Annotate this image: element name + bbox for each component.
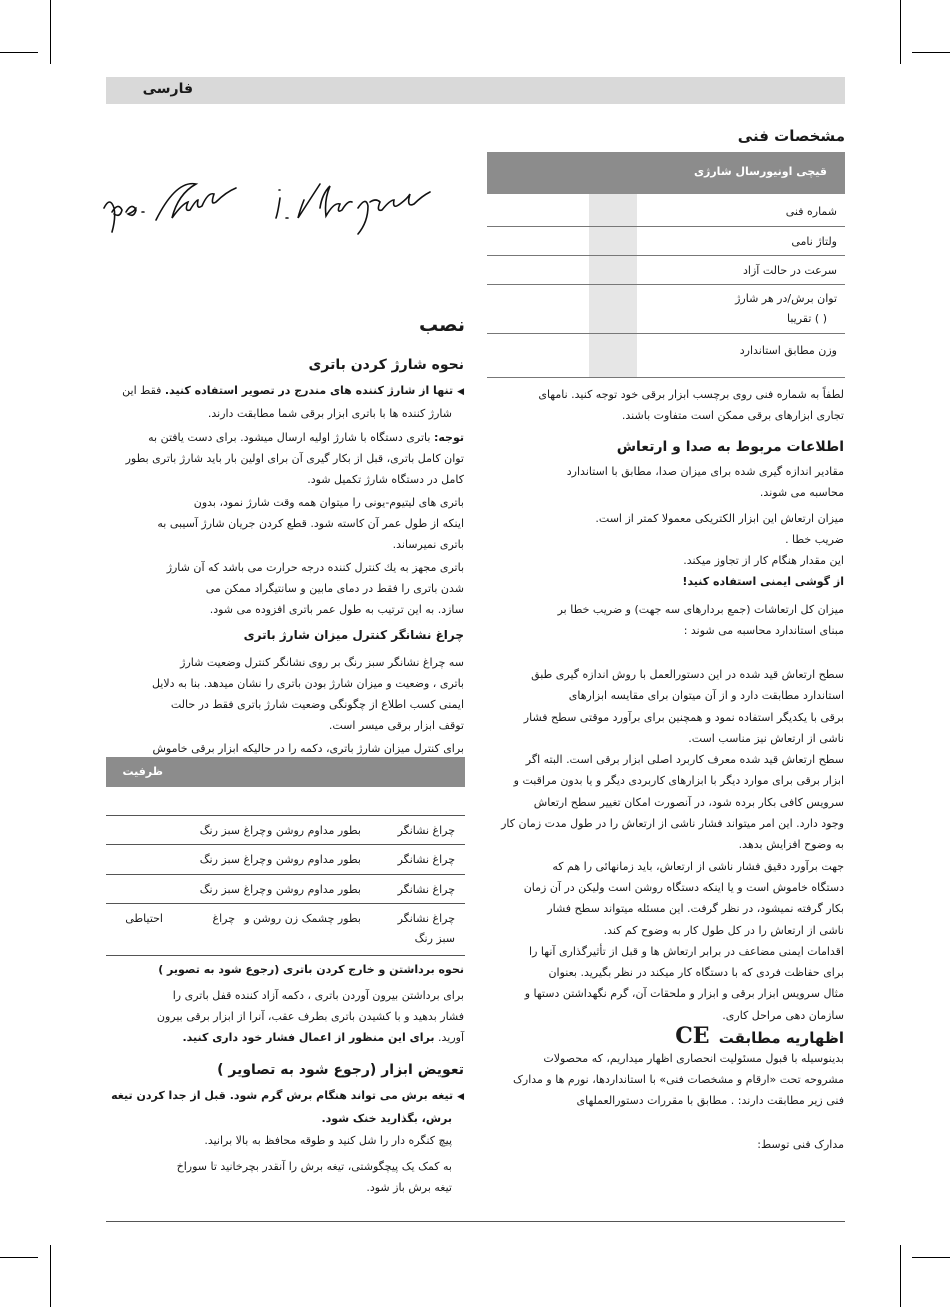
specs-table-header: قیچی اونیورسال شارژی <box>487 152 845 194</box>
blade-step-1: پیچ کنگره دار را شل کنید و طوقه محافظ به بالا برانید. <box>204 1134 452 1147</box>
crop-mark <box>900 1245 901 1307</box>
specs-title: مشخصات فنی <box>737 127 845 145</box>
removal-title: نحوه برداشتن و خارج کردن باتری (رجوع شود به تصویر ) <box>158 963 464 976</box>
crop-mark <box>50 0 51 64</box>
blade-warning: ◀تیغه برش می تواند هنگام برش گرم شود. قبل از جدا کردن تیغه برش، بگذارید خنک شود. <box>111 1089 464 1125</box>
table-rule <box>487 377 845 378</box>
vibration-paragraph: میزان ارتعاش این ابزار الکتریکی معمولا کمتر از است. ضریب خطا . <box>595 512 844 546</box>
noise-exceed: این مقدار هنگام کار از تجاوز میکند. <box>683 554 844 567</box>
noise-title: اطلاعات مربوط به صدا و ارتعاش <box>616 439 844 455</box>
crop-mark <box>900 0 901 64</box>
table-rule <box>106 955 465 956</box>
crop-mark <box>50 1245 51 1307</box>
removal-paragraph: برای برداشتن بیرون آوردن باتری ، دکمه آزاد کننده قفل باتری را فشار بدهید و با کشیدن باتری بطرف عقب، آنرا از ابزار برقی بیرون آورید. برای این منظور از اعمال فشار خود داری کنید. <box>156 989 464 1044</box>
table-row: وزن مطابق استاندارد <box>739 344 837 357</box>
blade-title: تعویض ابزار (رجوع شود به تصاویر ) <box>217 1062 464 1078</box>
crop-mark <box>912 1257 950 1258</box>
table-row: سرعت در حالت آزاد <box>743 264 837 277</box>
noise-paragraph: مقادیر اندازه گیری شده برای میزان صدا، مطابق با استاندارد محاسبه می شوند. <box>566 465 844 499</box>
blade-step-2: به کمک یک پیچگوشتی، تیغه برش را آنقدر بچرخانید تا سوراخ تیغه برش باز شود. <box>176 1160 452 1194</box>
footer-rule <box>106 1221 845 1222</box>
table-row-sub: ( ) تقریبا <box>786 312 827 325</box>
conformity-text: بدینوسیله با قبول مسئولیت انحصاری اظهار میداریم، که محصولات مشروحه تحت «ارقام و مشخصات فنی» با استانداردها، نورم ها و مدارک فنی زیر مطابقت دارند: . مطابق با مقررات دستورالعملهای <box>513 1052 844 1107</box>
ce-mark-icon: CE <box>675 1023 710 1049</box>
signature-image <box>98 168 470 238</box>
vibration-body: سطح ارتعاش قید شده در این دستورالعمل با روش اندازه گیری طبق استاندارد مطابقت دارد و از آن میتوان برای مقایسه ابزارهای برقی با یکدیگر استفاده نمود و همچنین برای برآورد موقتی سطح فشار ناشی از ارتعاش نیز مناسب است. سطح ارتعاش قید شده معرف کاربرد اصلی ابزار برقی است. البته اگر ابزار برقی برای موارد دیگر با ابزارهای کاربردی دیگر و یا بدون مراقبت و سرویس کافی بکار برده شود، در آنصورت امکان تغییر سطح ارتعاش وجود دارد. این امر میتواند فشار ناشی از ارتعاش را در طول مدت زمان کار به وضوح افزایش بدهد. جهت برآورد دقیق فشار ناشی از ارتعاش، باید زمانهائی را هم که دستگاه خاموش است و یا اینکه دستگاه روشن است ولیکن در آن زمان بکار گرفته نمیشود، در نظر گرفت. این مسئله میتواند سطح فشار ناشی از ارتعاش را در کل طول کار به وضوح کم کند. اقدامات ایمنی مضاعف در برابر ارتعاش ها و قبل از تأثیرگذاری آنها را برای حفاظت فردی که با دستگاه کار میکند در نظر بگیرید. بعنوان مثال سرویس ابزار برقی و ابزار و ملحقات آن، گرم نگهداشتن دستها و سازمان دهی مراحل کاری. <box>501 668 844 1022</box>
table-row: توان برش/در هر شارژ <box>735 292 837 305</box>
indicator-check: برای کنترل میزان شارژ باتری، دکمه را در حالیکه ابزار برقی خاموش <box>152 742 464 755</box>
crop-mark <box>912 52 950 53</box>
installation-title: نصب <box>419 314 465 336</box>
table-row: ولتاژ نامی <box>791 235 837 248</box>
warning-triangle-icon: ◀ <box>457 1092 464 1102</box>
table-rule <box>106 844 465 845</box>
warning-triangle-icon: ◀ <box>457 387 464 397</box>
specs-table <box>487 194 845 377</box>
indicator-paragraph: سه چراغ نشانگر سبز رنگ بر روی نشانگر کنترل وضعیت شارژ باتری ، وضعیت و میزان شارژ بودن باتری را نشان میدهد. بنا به دلایل ایمنی کسب اطلاع از چگونگی وضعیت شارژ باتری فقط در حالت توقف ابزار برقی میسر است. <box>151 656 464 732</box>
conformity-title: اظهاریه مطابقت CE <box>675 1023 844 1049</box>
table-rule <box>106 874 465 875</box>
specs-note: لطفاً به شماره فنی روی برچسب ابزار برقی خود توجه کنید. نامهای تجاری ابزارهای برقی ممکن است متفاوت باشند. <box>538 388 844 422</box>
hearing-warning: از گوشی ایمنی استفاده کنید! <box>682 575 844 588</box>
crop-mark <box>0 52 38 53</box>
capacity-table-header: ظرفیت <box>106 757 465 787</box>
table-rule <box>106 903 465 904</box>
technical-docs: مدارک فنی توسط: <box>757 1138 844 1151</box>
table-row: شماره فنی <box>785 205 837 218</box>
battery-note: توجه: باتری دستگاه با شارژ اولیه ارسال میشود. برای دست یافتن به توان کامل باتری، قبل از بکار گیری آن برای اولین بار باید شارژ باتری بطور کامل در دستگاه شارژ تکمیل شود. <box>125 431 464 486</box>
charging-title: نحوه شارژ کردن باتری <box>308 357 464 373</box>
language-header <box>106 77 845 104</box>
temperature-paragraph: باتری مجهز به یك کنترل کننده درجه حرارت می باشد که آن شارژ شدن باتری را فقط در دمای مابین و سانتیگراد ممکن می سازد. به این ترتیب به طول عمر باتری افزوده می شود. <box>166 561 464 616</box>
li-ion-paragraph: باتری های لیتیوم-یونی را میتوان همه وقت شارژ نمود، بدون اینکه از طول عمر آن کاسته شود. قطع کردن جریان شارژ آسیبی به باتری نمیرساند. <box>157 496 464 551</box>
indicator-title: چراغ نشانگر کنترل میزان شارژ باتری <box>243 628 464 642</box>
language-label: فارسی <box>142 81 193 97</box>
table-rule <box>106 815 465 816</box>
vibration-total: میزان کل ارتعاشات (جمع بردارهای سه جهت) و ضریب خطا بر مبنای استاندارد محاسبه می شوند : <box>557 603 844 637</box>
signature <box>98 168 470 242</box>
charger-warning: ◀تنها از شارژ کننده های مندرج در تصویر استفاده کنید. فقط این شارژ کننده ها با باتری ابزار برقی شما مطابقت دارند. <box>122 384 464 420</box>
crop-mark <box>0 1257 38 1258</box>
